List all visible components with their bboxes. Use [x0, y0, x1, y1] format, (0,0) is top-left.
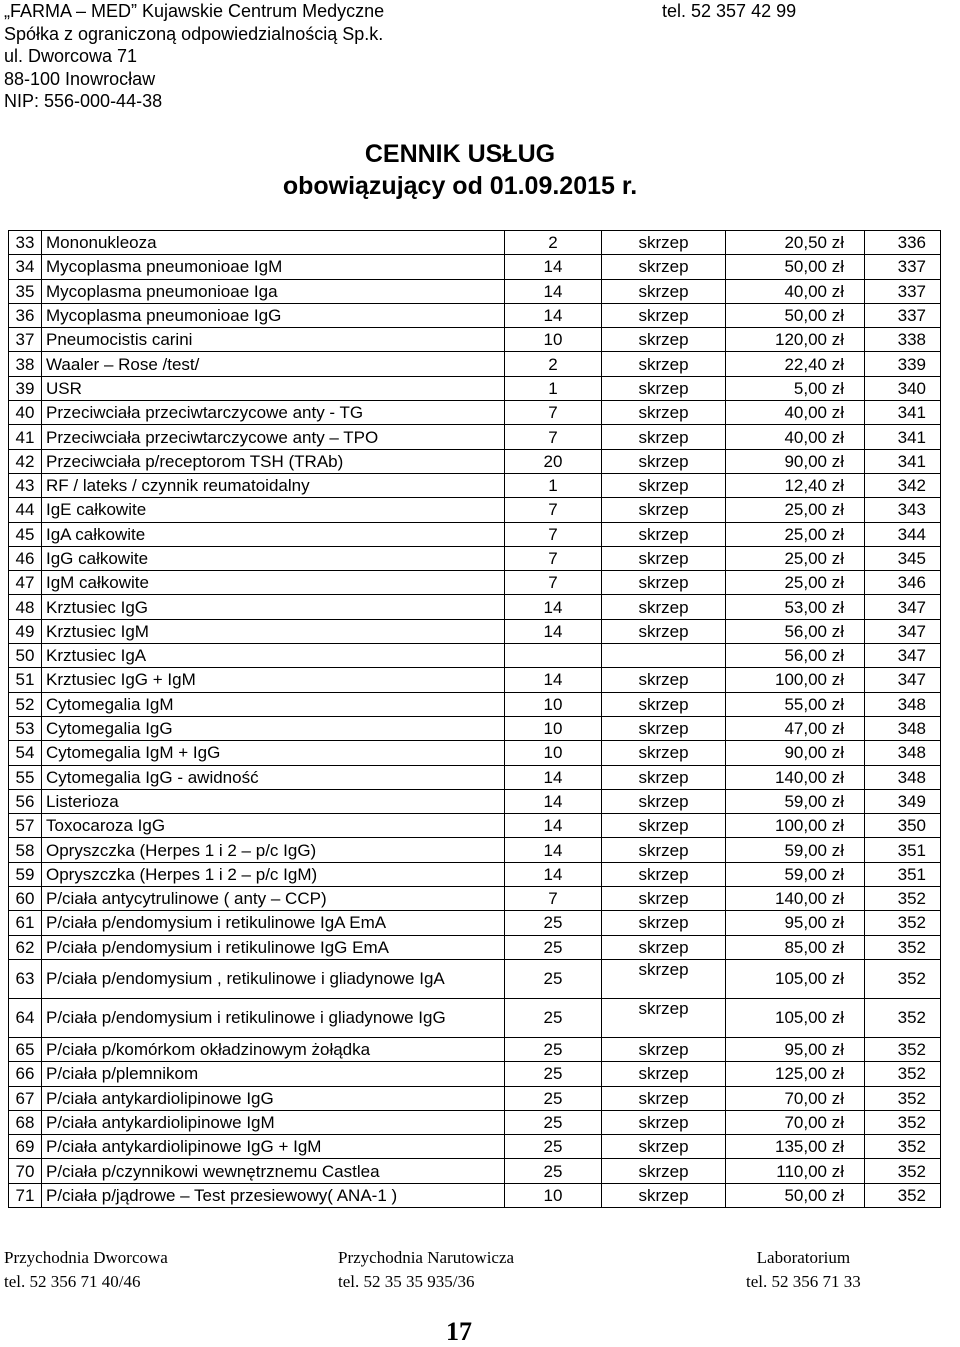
price-cell: 50,00 zł — [726, 1183, 865, 1207]
row-number-cell: 49 — [9, 619, 42, 643]
procedure-code-cell: 352 — [865, 887, 941, 911]
turnaround-days-cell: 10 — [505, 1183, 602, 1207]
sample-type-cell: skrzep — [602, 449, 726, 473]
turnaround-days-cell: 25 — [505, 1135, 602, 1159]
sample-type-cell: skrzep — [602, 789, 726, 813]
table-row — [9, 328, 941, 352]
turnaround-days-cell: 7 — [505, 546, 602, 570]
procedure-code-cell: 347 — [865, 619, 941, 643]
procedure-code-cell: 339 — [865, 352, 941, 376]
row-number-cell: 59 — [9, 862, 42, 886]
sample-type-cell: skrzep — [602, 668, 726, 692]
procedure-code-cell: 352 — [865, 998, 941, 1037]
sample-type-cell: skrzep — [602, 1183, 726, 1207]
row-number-cell: 39 — [9, 376, 42, 400]
turnaround-days-cell: 7 — [505, 401, 602, 425]
table-row — [9, 401, 941, 425]
sample-type-cell: skrzep — [602, 473, 726, 497]
row-number-cell: 44 — [9, 498, 42, 522]
test-name-cell: Mycoplasma pneumonioae IgM — [42, 255, 505, 279]
table-row — [9, 959, 941, 998]
row-number-cell: 37 — [9, 328, 42, 352]
sample-type-cell: skrzep — [602, 765, 726, 789]
table-row — [9, 522, 941, 546]
row-number-cell: 40 — [9, 401, 42, 425]
table-row — [9, 1062, 941, 1086]
test-name-cell: Listerioza — [42, 789, 505, 813]
price-cell: 25,00 zł — [726, 498, 865, 522]
price-cell: 59,00 zł — [726, 838, 865, 862]
test-name-cell: Krztusiec IgG — [42, 595, 505, 619]
table-row — [9, 376, 941, 400]
sample-type-cell: skrzep — [602, 522, 726, 546]
turnaround-days-cell: 10 — [505, 741, 602, 765]
sample-type-cell: skrzep — [602, 231, 726, 255]
sample-type-cell: skrzep — [602, 279, 726, 303]
turnaround-days-cell: 25 — [505, 1062, 602, 1086]
sample-type-cell: skrzep — [602, 959, 726, 998]
sample-type-cell: skrzep — [602, 935, 726, 959]
price-cell: 70,00 zł — [726, 1110, 865, 1134]
page-subtitle: obowiązujący od 01.09.2015 r. — [282, 172, 638, 200]
test-name-cell: Opryszczka (Herpes 1 i 2 – p/c IgG) — [42, 838, 505, 862]
row-number-cell: 41 — [9, 425, 42, 449]
footer-laboratory — [746, 1246, 861, 1294]
turnaround-days-cell: 25 — [505, 1159, 602, 1183]
turnaround-days-cell: 14 — [505, 668, 602, 692]
test-name-cell: Mycoplasma pneumonioae Iga — [42, 279, 505, 303]
table-row — [9, 1183, 941, 1207]
turnaround-days-cell: 14 — [505, 279, 602, 303]
price-cell: 40,00 zł — [726, 401, 865, 425]
test-name-cell: P/ciała antykardiolipinowe IgG — [42, 1086, 505, 1110]
price-cell: 40,00 zł — [726, 425, 865, 449]
test-name-cell: IgA całkowite — [42, 522, 505, 546]
turnaround-days-cell: 25 — [505, 959, 602, 998]
procedure-code-cell: 341 — [865, 425, 941, 449]
row-number-cell: 56 — [9, 789, 42, 813]
price-cell: 25,00 zł — [726, 571, 865, 595]
test-name-cell: Krztusiec IgM — [42, 619, 505, 643]
procedure-code-cell: 336 — [865, 231, 941, 255]
table-row — [9, 765, 941, 789]
procedure-code-cell: 348 — [865, 741, 941, 765]
turnaround-days-cell: 14 — [505, 303, 602, 327]
test-name-cell: P/ciała p/jądrowe – Test przesiewowy( ANA-1 ) — [42, 1183, 505, 1207]
footer-laboratory-name: Laboratorium — [756, 1248, 851, 1267]
turnaround-days-cell: 2 — [505, 352, 602, 376]
sample-type-cell: skrzep — [602, 911, 726, 935]
table-row — [9, 498, 941, 522]
sample-type-cell: skrzep — [602, 546, 726, 570]
procedure-code-cell: 337 — [865, 255, 941, 279]
test-name-cell: P/ciała p/endomysium i retikulinowe IgG EmA — [42, 935, 505, 959]
footer-clinic-narutowicza — [338, 1246, 514, 1294]
price-cell: 50,00 zł — [726, 255, 865, 279]
price-cell: 110,00 zł — [726, 1159, 865, 1183]
price-cell: 22,40 zł — [726, 352, 865, 376]
row-number-cell: 63 — [9, 959, 42, 998]
sample-type-cell: skrzep — [602, 887, 726, 911]
price-cell: 55,00 zł — [726, 692, 865, 716]
turnaround-days-cell: 7 — [505, 498, 602, 522]
sample-type-cell: skrzep — [602, 1135, 726, 1159]
test-name-cell: Mycoplasma pneumonioae IgG — [42, 303, 505, 327]
turnaround-days-cell: 25 — [505, 1110, 602, 1134]
row-number-cell: 48 — [9, 595, 42, 619]
footer-clinic-dworcowa — [4, 1246, 168, 1294]
procedure-code-cell: 340 — [865, 376, 941, 400]
row-number-cell: 45 — [9, 522, 42, 546]
sample-type-cell: skrzep — [602, 998, 726, 1037]
procedure-code-cell: 352 — [865, 1159, 941, 1183]
row-number-cell: 68 — [9, 1110, 42, 1134]
test-name-cell: P/ciała p/plemnikom — [42, 1062, 505, 1086]
price-cell: 47,00 zł — [726, 716, 865, 740]
footer-clinic-dworcowa-phone: tel. 52 356 71 40/46 — [4, 1272, 141, 1291]
table-row — [9, 789, 941, 813]
company-name: „FARMA – MED” Kujawskie Centrum Medyczne — [4, 1, 385, 21]
table-row — [9, 887, 941, 911]
footer-clinic-dworcowa-name: Przychodnia Dworcowa — [4, 1248, 168, 1267]
procedure-code-cell: 347 — [865, 644, 941, 668]
procedure-code-cell: 348 — [865, 765, 941, 789]
test-name-cell: RF / lateks / czynnik reumatoidalny — [42, 473, 505, 497]
sample-type-cell: skrzep — [602, 1062, 726, 1086]
procedure-code-cell: 345 — [865, 546, 941, 570]
price-cell: 85,00 zł — [726, 935, 865, 959]
row-number-cell: 53 — [9, 716, 42, 740]
test-name-cell: Waaler – Rose /test/ — [42, 352, 505, 376]
test-name-cell: P/ciała p/endomysium i retikulinowe i gliadynowe IgG — [42, 998, 505, 1037]
price-cell: 95,00 zł — [726, 1037, 865, 1061]
price-cell: 105,00 zł — [726, 998, 865, 1037]
procedure-code-cell: 337 — [865, 279, 941, 303]
test-name-cell: P/ciała p/czynnikowi wewnętrznemu Castlea — [42, 1159, 505, 1183]
sample-type-cell: skrzep — [602, 814, 726, 838]
table-row — [9, 935, 941, 959]
procedure-code-cell: 347 — [865, 595, 941, 619]
turnaround-days-cell: 10 — [505, 716, 602, 740]
table-row — [9, 668, 941, 692]
table-row — [9, 741, 941, 765]
turnaround-days-cell: 2 — [505, 231, 602, 255]
table-row — [9, 644, 941, 668]
row-number-cell: 35 — [9, 279, 42, 303]
test-name-cell: P/ciała p/komórkom okładzinowym żołądka — [42, 1037, 505, 1061]
test-name-cell: Pneumocistis carini — [42, 328, 505, 352]
sample-type-cell: skrzep — [602, 1086, 726, 1110]
test-name-cell: Cytomegalia IgM — [42, 692, 505, 716]
table-row — [9, 692, 941, 716]
turnaround-days-cell — [505, 644, 602, 668]
procedure-code-cell: 351 — [865, 862, 941, 886]
procedure-code-cell: 351 — [865, 838, 941, 862]
test-name-cell: P/ciała antycytrulinowe ( anty – CCP) — [42, 887, 505, 911]
row-number-cell: 61 — [9, 911, 42, 935]
row-number-cell: 70 — [9, 1159, 42, 1183]
footer-clinic-narutowicza-name: Przychodnia Narutowicza — [338, 1248, 515, 1267]
table-row — [9, 814, 941, 838]
row-number-cell: 36 — [9, 303, 42, 327]
price-cell: 12,40 zł — [726, 473, 865, 497]
row-number-cell: 64 — [9, 998, 42, 1037]
row-number-cell: 33 — [9, 231, 42, 255]
table-row — [9, 1135, 941, 1159]
table-row — [9, 862, 941, 886]
price-cell: 59,00 zł — [726, 789, 865, 813]
price-table — [8, 230, 941, 1208]
price-cell: 90,00 zł — [726, 449, 865, 473]
company-nip: NIP: 556-000-44-38 — [4, 91, 163, 112]
table-row — [9, 303, 941, 327]
procedure-code-cell: 343 — [865, 498, 941, 522]
row-number-cell: 66 — [9, 1062, 42, 1086]
turnaround-days-cell: 14 — [505, 862, 602, 886]
table-row — [9, 473, 941, 497]
procedure-code-cell: 347 — [865, 668, 941, 692]
turnaround-days-cell: 10 — [505, 692, 602, 716]
price-cell: 140,00 zł — [726, 765, 865, 789]
sample-type-cell: skrzep — [602, 571, 726, 595]
table-row — [9, 571, 941, 595]
company-phone: tel. 52 357 42 99 — [662, 1, 797, 21]
test-name-cell: P/ciała antykardiolipinowe IgG + IgM — [42, 1135, 505, 1159]
turnaround-days-cell: 14 — [505, 789, 602, 813]
sample-type-cell: skrzep — [602, 1037, 726, 1061]
procedure-code-cell: 346 — [865, 571, 941, 595]
turnaround-days-cell: 25 — [505, 998, 602, 1037]
sample-type-cell: skrzep — [602, 1110, 726, 1134]
test-name-cell: Przeciwciała przeciwtarczycowe anty – TPO — [42, 425, 505, 449]
row-number-cell: 55 — [9, 765, 42, 789]
price-cell: 105,00 zł — [726, 959, 865, 998]
footer-clinic-narutowicza-phone: tel. 52 35 35 935/36 — [338, 1272, 475, 1291]
row-number-cell: 51 — [9, 668, 42, 692]
sample-type-cell: skrzep — [602, 498, 726, 522]
row-number-cell: 43 — [9, 473, 42, 497]
row-number-cell: 60 — [9, 887, 42, 911]
sample-type-cell: skrzep — [602, 328, 726, 352]
procedure-code-cell: 352 — [865, 935, 941, 959]
price-cell: 135,00 zł — [726, 1135, 865, 1159]
turnaround-days-cell: 14 — [505, 765, 602, 789]
price-cell: 59,00 zł — [726, 862, 865, 886]
test-name-cell: Mononukleoza — [42, 231, 505, 255]
price-cell: 50,00 zł — [726, 303, 865, 327]
table-row — [9, 619, 941, 643]
turnaround-days-cell: 25 — [505, 1037, 602, 1061]
turnaround-days-cell: 14 — [505, 595, 602, 619]
test-name-cell: Toxocaroza IgG — [42, 814, 505, 838]
procedure-code-cell: 341 — [865, 401, 941, 425]
test-name-cell: USR — [42, 376, 505, 400]
sample-type-cell: skrzep — [602, 401, 726, 425]
test-name-cell: Krztusiec IgA — [42, 644, 505, 668]
price-cell: 25,00 zł — [726, 546, 865, 570]
procedure-code-cell: 352 — [865, 1183, 941, 1207]
company-legal-form: Spółka z ograniczoną odpowiedzialnością Sp.k. — [4, 23, 384, 44]
price-cell: 90,00 zł — [726, 741, 865, 765]
sample-type-cell: skrzep — [602, 862, 726, 886]
turnaround-days-cell: 10 — [505, 328, 602, 352]
procedure-code-cell: 344 — [865, 522, 941, 546]
sample-type-cell — [602, 644, 726, 668]
test-name-cell: P/ciała p/endomysium i retikulinowe IgA EmA — [42, 911, 505, 935]
row-number-cell: 50 — [9, 644, 42, 668]
turnaround-days-cell: 1 — [505, 376, 602, 400]
footer-laboratory-phone: tel. 52 356 71 33 — [746, 1272, 861, 1291]
price-cell: 25,00 zł — [726, 522, 865, 546]
test-name-cell: Krztusiec IgG + IgM — [42, 668, 505, 692]
row-number-cell: 54 — [9, 741, 42, 765]
table-row — [9, 998, 941, 1037]
row-number-cell: 46 — [9, 546, 42, 570]
procedure-code-cell: 349 — [865, 789, 941, 813]
test-name-cell: P/ciała p/endomysium , retikulinowe i gliadynowe IgA — [42, 959, 505, 998]
price-cell: 95,00 zł — [726, 911, 865, 935]
test-name-cell: Przeciwciała p/receptorom TSH (TRAb) — [42, 449, 505, 473]
page-number: 17 — [446, 1317, 472, 1346]
company-city: 88-100 Inowrocław — [4, 68, 156, 89]
row-number-cell: 57 — [9, 814, 42, 838]
test-name-cell: IgG całkowite — [42, 546, 505, 570]
test-name-cell: IgM całkowite — [42, 571, 505, 595]
turnaround-days-cell: 7 — [505, 571, 602, 595]
turnaround-days-cell: 20 — [505, 449, 602, 473]
row-number-cell: 38 — [9, 352, 42, 376]
procedure-code-cell: 352 — [865, 1086, 941, 1110]
test-name-cell: Cytomegalia IgM + IgG — [42, 741, 505, 765]
sample-type-cell: skrzep — [602, 716, 726, 740]
table-row — [9, 716, 941, 740]
sample-type-cell: skrzep — [602, 741, 726, 765]
turnaround-days-cell: 14 — [505, 619, 602, 643]
row-number-cell: 62 — [9, 935, 42, 959]
price-cell: 140,00 zł — [726, 887, 865, 911]
procedure-code-cell: 348 — [865, 716, 941, 740]
turnaround-days-cell: 1 — [505, 473, 602, 497]
row-number-cell: 58 — [9, 838, 42, 862]
procedure-code-cell: 337 — [865, 303, 941, 327]
procedure-code-cell: 338 — [865, 328, 941, 352]
procedure-code-cell: 341 — [865, 449, 941, 473]
test-name-cell: Cytomegalia IgG — [42, 716, 505, 740]
price-cell: 53,00 zł — [726, 595, 865, 619]
row-number-cell: 71 — [9, 1183, 42, 1207]
sample-type-cell: skrzep — [602, 838, 726, 862]
row-number-cell: 69 — [9, 1135, 42, 1159]
row-number-cell: 47 — [9, 571, 42, 595]
table-row — [9, 255, 941, 279]
table-row — [9, 352, 941, 376]
table-row — [9, 279, 941, 303]
sample-type-cell: skrzep — [602, 376, 726, 400]
turnaround-days-cell: 7 — [505, 887, 602, 911]
price-cell: 5,00 zł — [726, 376, 865, 400]
test-name-cell: Cytomegalia IgG - awidność — [42, 765, 505, 789]
table-row — [9, 838, 941, 862]
price-table-body — [9, 231, 941, 1208]
procedure-code-cell: 352 — [865, 1135, 941, 1159]
table-row — [9, 231, 941, 255]
price-cell: 20,50 zł — [726, 231, 865, 255]
procedure-code-cell: 348 — [865, 692, 941, 716]
company-street: ul. Dworcowa 71 — [4, 46, 138, 67]
turnaround-days-cell: 7 — [505, 522, 602, 546]
price-cell: 56,00 zł — [726, 644, 865, 668]
turnaround-days-cell: 25 — [505, 1086, 602, 1110]
procedure-code-cell: 350 — [865, 814, 941, 838]
procedure-code-cell: 352 — [865, 1062, 941, 1086]
table-row — [9, 546, 941, 570]
sample-type-cell: skrzep — [602, 595, 726, 619]
price-cell: 56,00 zł — [726, 619, 865, 643]
sample-type-cell: skrzep — [602, 1159, 726, 1183]
turnaround-days-cell: 14 — [505, 838, 602, 862]
row-number-cell: 65 — [9, 1037, 42, 1061]
turnaround-days-cell: 14 — [505, 255, 602, 279]
procedure-code-cell: 342 — [865, 473, 941, 497]
sample-type-cell: skrzep — [602, 619, 726, 643]
test-name-cell: Przeciwciała przeciwtarczycowe anty - TG — [42, 401, 505, 425]
procedure-code-cell: 352 — [865, 959, 941, 998]
table-row — [9, 449, 941, 473]
sample-type-cell: skrzep — [602, 692, 726, 716]
procedure-code-cell: 352 — [865, 911, 941, 935]
procedure-code-cell: 352 — [865, 1110, 941, 1134]
table-row — [9, 1086, 941, 1110]
sample-type-cell: skrzep — [602, 255, 726, 279]
price-cell: 100,00 zł — [726, 668, 865, 692]
price-cell: 40,00 zł — [726, 279, 865, 303]
table-row — [9, 425, 941, 449]
turnaround-days-cell: 25 — [505, 911, 602, 935]
table-row — [9, 911, 941, 935]
test-name-cell: IgE całkowite — [42, 498, 505, 522]
test-name-cell: Opryszczka (Herpes 1 i 2 – p/c IgM) — [42, 862, 505, 886]
turnaround-days-cell: 14 — [505, 814, 602, 838]
row-number-cell: 52 — [9, 692, 42, 716]
price-cell: 70,00 zł — [726, 1086, 865, 1110]
turnaround-days-cell: 25 — [505, 935, 602, 959]
table-row — [9, 1110, 941, 1134]
procedure-code-cell: 352 — [865, 1037, 941, 1061]
sample-type-cell: skrzep — [602, 303, 726, 327]
company-header — [4, 0, 384, 113]
row-number-cell: 42 — [9, 449, 42, 473]
sample-type-cell: skrzep — [602, 352, 726, 376]
price-cell: 120,00 zł — [726, 328, 865, 352]
table-row — [9, 595, 941, 619]
row-number-cell: 67 — [9, 1086, 42, 1110]
test-name-cell: P/ciała antykardiolipinowe IgM — [42, 1110, 505, 1134]
table-row — [9, 1037, 941, 1061]
price-cell: 100,00 zł — [726, 814, 865, 838]
sample-type-cell: skrzep — [602, 425, 726, 449]
turnaround-days-cell: 7 — [505, 425, 602, 449]
page-title: CENNIK USŁUG — [364, 140, 556, 168]
table-row — [9, 1159, 941, 1183]
price-cell: 125,00 zł — [726, 1062, 865, 1086]
row-number-cell: 34 — [9, 255, 42, 279]
